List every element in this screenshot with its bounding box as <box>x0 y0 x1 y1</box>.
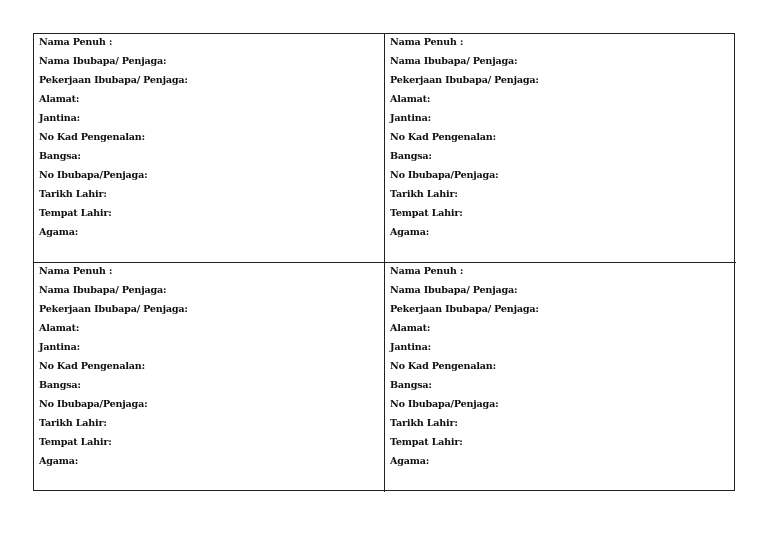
field-label-tempat-lahir: Tempat Lahir: <box>39 208 112 219</box>
form-card-top-left <box>34 34 385 263</box>
field-label-no-kad-pengenalan: No Kad Pengenalan: <box>390 361 496 372</box>
field-label-nama-penuh: Nama Penuh : <box>390 37 464 48</box>
field-label-agama: Agama: <box>390 227 430 238</box>
field-label-tarikh-lahir: Tarikh Lahir: <box>390 189 458 200</box>
field-label-tempat-lahir: Tempat Lahir: <box>39 437 112 448</box>
form-card-bottom-right <box>385 263 736 492</box>
field-label-bangsa: Bangsa: <box>39 151 81 162</box>
field-label-no-kad-pengenalan: No Kad Pengenalan: <box>39 132 145 143</box>
field-label-tarikh-lahir: Tarikh Lahir: <box>39 418 107 429</box>
field-label-alamat: Alamat: <box>390 323 431 334</box>
field-label-pekerjaan-ibubapa: Pekerjaan Ibubapa/ Penjaga: <box>390 304 539 315</box>
field-label-agama: Agama: <box>390 456 430 467</box>
field-label-bangsa: Bangsa: <box>390 380 432 391</box>
field-label-bangsa: Bangsa: <box>39 380 81 391</box>
field-label-agama: Agama: <box>39 456 79 467</box>
field-label-no-ibubapa: No Ibubapa/Penjaga: <box>39 170 148 181</box>
field-label-nama-ibubapa: Nama Ibubapa/ Penjaga: <box>390 56 518 67</box>
field-label-jantina: Jantina: <box>39 342 80 353</box>
field-label-no-ibubapa: No Ibubapa/Penjaga: <box>39 399 148 410</box>
form-card-top-right <box>385 34 736 263</box>
field-label-tarikh-lahir: Tarikh Lahir: <box>390 418 458 429</box>
field-label-nama-ibubapa: Nama Ibubapa/ Penjaga: <box>39 285 167 296</box>
field-label-jantina: Jantina: <box>39 113 80 124</box>
field-label-no-kad-pengenalan: No Kad Pengenalan: <box>390 132 496 143</box>
field-label-pekerjaan-ibubapa: Pekerjaan Ibubapa/ Penjaga: <box>39 304 188 315</box>
field-label-nama-ibubapa: Nama Ibubapa/ Penjaga: <box>390 285 518 296</box>
field-label-bangsa: Bangsa: <box>390 151 432 162</box>
field-label-nama-penuh: Nama Penuh : <box>390 266 464 277</box>
form-card-grid <box>33 33 735 491</box>
field-label-no-ibubapa: No Ibubapa/Penjaga: <box>390 170 499 181</box>
field-label-nama-penuh: Nama Penuh : <box>39 266 113 277</box>
form-card-bottom-left <box>34 263 385 492</box>
field-label-tarikh-lahir: Tarikh Lahir: <box>39 189 107 200</box>
field-label-alamat: Alamat: <box>39 94 80 105</box>
field-label-jantina: Jantina: <box>390 113 431 124</box>
field-label-tempat-lahir: Tempat Lahir: <box>390 208 463 219</box>
field-label-nama-ibubapa: Nama Ibubapa/ Penjaga: <box>39 56 167 67</box>
field-label-alamat: Alamat: <box>39 323 80 334</box>
field-label-pekerjaan-ibubapa: Pekerjaan Ibubapa/ Penjaga: <box>390 75 539 86</box>
field-label-no-ibubapa: No Ibubapa/Penjaga: <box>390 399 499 410</box>
field-label-no-kad-pengenalan: No Kad Pengenalan: <box>39 361 145 372</box>
field-label-jantina: Jantina: <box>390 342 431 353</box>
field-label-pekerjaan-ibubapa: Pekerjaan Ibubapa/ Penjaga: <box>39 75 188 86</box>
field-label-nama-penuh: Nama Penuh : <box>39 37 113 48</box>
field-label-tempat-lahir: Tempat Lahir: <box>390 437 463 448</box>
field-label-agama: Agama: <box>39 227 79 238</box>
field-label-alamat: Alamat: <box>390 94 431 105</box>
